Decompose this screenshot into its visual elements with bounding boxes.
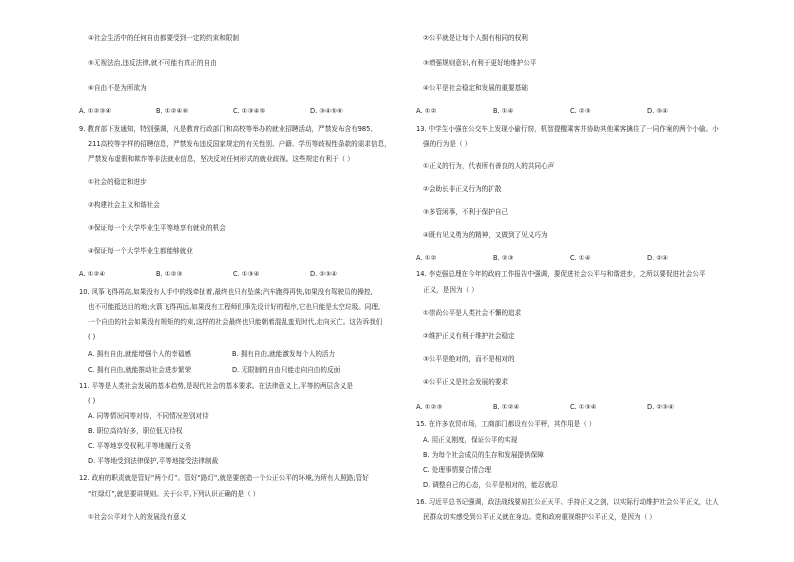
q9-option-b[interactable]: B. ①②③ — [156, 270, 183, 278]
q11-option-b[interactable]: B. 职位高待好多，职位低无待权 — [88, 427, 183, 435]
q13-option-c[interactable]: C. ①④ — [570, 254, 591, 262]
q14-statement-1: ①崇尚公平是人类社会不懈的追求 — [423, 309, 522, 317]
q12-stem-line2: “红绿灯”,就是要讲规则。关于公平,下列认识正确的是（ ） — [88, 490, 260, 498]
q9-statement-4: ④保证每一个大学毕业生都能够就业 — [88, 247, 193, 255]
q12-option-b[interactable]: B. ①④ — [493, 107, 514, 115]
q14-statement-3: ③公平是绝对的，而不是相对的 — [423, 355, 515, 363]
q15-option-a[interactable]: A. 用正义刚度，保证公平的实现 — [423, 436, 518, 444]
q8-option-a[interactable]: A. ①②③④ — [79, 107, 112, 115]
statement-4: ④社会生活中的任何自由都要受到一定的约束和限制 — [88, 34, 239, 42]
q13-statement-3: ③多管闲事，不利于保护自己 — [423, 208, 509, 216]
q12-option-c[interactable]: C. ②③ — [570, 107, 591, 115]
q9-statement-1: ①社会的稳定和进步 — [88, 178, 147, 186]
q11-stem-line2: ( ) — [88, 397, 96, 405]
q13-option-b[interactable]: B. ②③ — [493, 254, 514, 262]
q13-option-a[interactable]: A. ①② — [416, 254, 437, 262]
q12-statement-2: ②公平就是让每个人拥有相同的权利 — [423, 34, 528, 42]
q11-option-c[interactable]: C. 平等地享受权利,平等地履行义务 — [88, 442, 192, 450]
q10-stem-line2: 也不可能抵达目的地;火箭飞得再远,如果没有工程师们事先设计好的程序,它也只能是太空垃圾。同理, — [88, 303, 381, 311]
q12-option-d[interactable]: D. ③④ — [647, 107, 669, 115]
q16-stem-line2: 民群众切实感受到公平正义就在身边。党和政府重视维护公平正义，是因为（ ） — [423, 513, 656, 521]
q9-statement-2: ②构建社会主义和谐社会 — [88, 201, 160, 209]
q14-option-c[interactable]: C. ①③④ — [570, 403, 597, 411]
q10-stem-line4: ( ) — [88, 333, 96, 341]
q14-statement-4: ④公平正义是社会发展的要求 — [423, 378, 509, 386]
q13-stem-line1: 13. 中学生小强在公交车上发现小偷行窃，机智提醒乘客并协助其他乘客擒住了一同作案的两个小偷。小 — [416, 125, 719, 133]
q10-option-c[interactable]: C. 拥有自由,就能推动社会进步繁荣 — [88, 366, 192, 374]
q14-option-d[interactable]: D. ②③④ — [647, 403, 675, 411]
q13-statement-2: ②会助长非正义行为的扩散 — [423, 185, 502, 193]
q9-option-c[interactable]: C. ①③④ — [233, 270, 260, 278]
q10-option-d[interactable]: D. 无限制的自由只能走向自由的反面 — [232, 366, 341, 374]
q12-statement-3: ③增强规则意识,有利于更好地维护公平 — [423, 59, 537, 67]
q10-stem-line3: 一个自由的社会如果没有规矩的约束,这样的社会最终也只能朝着混乱蛮荒时代,走向灭亡。这告诉我们 — [88, 318, 383, 326]
q14-stem-line1: 14. 李克强总理在今年的政府工作报告中强调，要促进社会公平与和谐进步，之所以要促进社会公平 — [416, 270, 706, 278]
q14-stem-line2: 正义，是因为（ ） — [423, 286, 478, 294]
q15-option-c[interactable]: C. 处理事情要合情合理 — [423, 466, 492, 474]
q14-statement-2: ②维护正义有利于维护社会稳定 — [423, 332, 515, 340]
statement-6: ⑥自由不是为所欲为 — [88, 84, 147, 92]
q9-option-d[interactable]: D. ②③④ — [310, 270, 338, 278]
q12-statement-1: ①社会公平对个人的发展没有意义 — [88, 513, 187, 521]
q9-statement-3: ③保证每一个大学毕业生平等地享有就业的机会 — [88, 224, 226, 232]
q12-option-a[interactable]: A. ①② — [416, 107, 437, 115]
q10-stem-line1: 10. 风筝飞得再高,如果没有人手中的线牵扯着,最终也只有坠落;汽车跑得再快,如果没有驾驶员的操控, — [79, 288, 373, 296]
statement-5: ⑤无视法治,违反法律,就不可能有真正的自由 — [88, 59, 217, 67]
q12-statement-4: ④公平是社会稳定和发展的重要基础 — [423, 84, 528, 92]
q11-option-a[interactable]: A. 同等情况同等对待，不同情况差别对待 — [88, 412, 209, 420]
q8-option-c[interactable]: C. ①③④⑤ — [233, 107, 266, 115]
q15-option-d[interactable]: D. 调整自己的心态，公平是相对的，能忍就忍 — [423, 481, 558, 489]
q9-stem-line1: 9. 教育部下发通知，特别强调，凡是教育行政部门和高校等举办的就业招聘活动，严禁发布含有985、 — [79, 125, 377, 133]
q16-stem-line1: 16. 习近平总书记强调，政法战线要肩扛公正天平、手持正义之剑，以实际行动维护社会公平正义，让人 — [416, 498, 719, 506]
q8-option-d[interactable]: D. ③④⑤⑥ — [310, 107, 343, 115]
q8-option-b[interactable]: B. ①②④⑥ — [156, 107, 189, 115]
q11-stem-line1: 11. 平等是人类社会发展的基本趋势,是现代社会的基本要求。在法律意义上,平等的两层含义是 — [79, 382, 353, 390]
q9-option-a[interactable]: A. ①②④ — [79, 270, 106, 278]
q15-option-b[interactable]: B. 为每个社会成员的生存和发展提供保障 — [423, 451, 544, 459]
q9-stem-line3: 严禁发布虚假和欺诈等非法就业信息，坚决反对任何形式的就业歧视。这些规定有利于（ ） — [88, 155, 354, 163]
q14-option-a[interactable]: A. ①②③ — [416, 403, 443, 411]
q13-statement-1: ①正义的行为，代表所有善良的人的共同心声 — [423, 162, 555, 170]
q10-option-a[interactable]: A. 拥有自由,就能增强个人的幸福感 — [88, 350, 191, 358]
q10-option-b[interactable]: B. 拥有自由,就能激发每个人的活力 — [232, 350, 336, 358]
q9-stem-line2: 211高校等字样的招聘信息，严禁发布违反国家规定的有关性别、户籍、学历等歧视性条款的需求信息， — [88, 140, 391, 148]
q12-stem-line1: 12. 政府的职责就是管好“两个灯”。管好“路灯”,就是要创造一个公正公平的环境,为所有人照路;管好 — [79, 474, 369, 482]
q13-stem-line2: 强的行为是（ ） — [423, 140, 472, 148]
q13-statement-4: ④既有见义勇为的精神，又做到了见义巧为 — [423, 231, 548, 239]
q11-option-d[interactable]: D. 平等地受到法律保护,平等地接受法律制裁 — [88, 457, 219, 465]
q15-stem: 15. 在许多农贸市场，工商部门都设有公平秤，其作用是（ ） — [416, 420, 596, 428]
q13-option-d[interactable]: D. ②④ — [647, 254, 669, 262]
q14-option-b[interactable]: B. ①②④ — [493, 403, 520, 411]
